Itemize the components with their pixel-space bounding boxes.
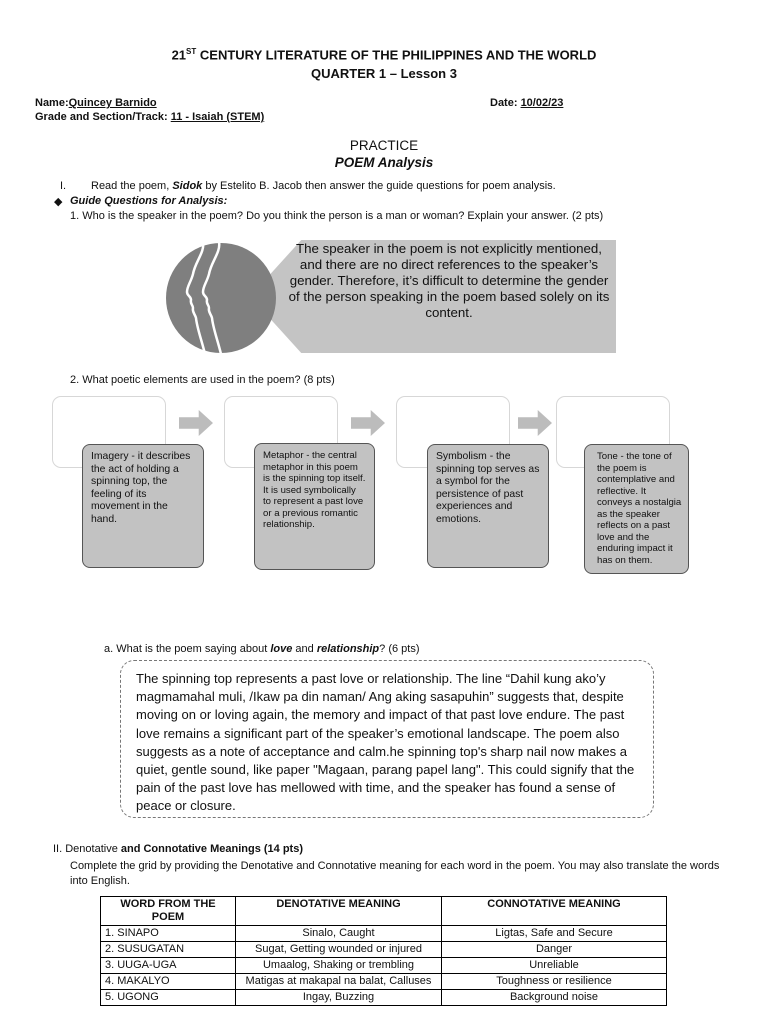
part2-heading-b: and Connotative Meanings (14 pts) — [120, 843, 304, 855]
connotative-cell: Toughness or resilience — [442, 974, 667, 990]
question-a — [104, 643, 420, 655]
arrow-right-icon — [351, 410, 385, 436]
element-card-metaphor: Metaphor - the central metaphor in this poem is the spinning top itself. It is used symbolically to represent a past love or a previous romantic relationship. — [254, 443, 375, 570]
arrow-right-icon — [518, 410, 552, 436]
table-row — [101, 942, 667, 958]
denotative-cell: Matigas at makapal na balat, Calluses — [236, 974, 442, 990]
date-line — [490, 97, 563, 109]
answer-a-text: The spinning top represents a past love or relationship. The line “Dahil kung ako’y magmamahal muli, /Ikaw pa din naman/ Ang aking sasapuhin” suggests that, despite moving on or loving again, the memory and impact of that past love endure. The past love remains a significant part of the speaker’s emotional landscape. The poem also suggests as a note of acceptance and calm.he spinning top's sharp nail now makes a quiet, gentle sound, like paper "Magaan, parang papel lang". This could signify that the pain of the past love has mellowed with time, and the speaker has found a sense of peace or closure. — [136, 671, 635, 814]
element-card-symbolism: Symbolism - the spinning top serves as a symbol for the persistence of past experiences and emotions. — [427, 444, 549, 568]
grade-value: 11 - Isaiah (STEM) — [170, 111, 265, 123]
face-profile-icon — [165, 242, 277, 354]
date-value: 10/02/23 — [520, 97, 564, 109]
quarter-lesson: QUARTER 1 – Lesson 3 — [311, 66, 457, 81]
header-denotative: DENOTATIVE MEANING — [236, 897, 442, 926]
part1-instruction — [91, 180, 556, 192]
table-header-row — [101, 897, 667, 926]
instr-part-b: by Estelito B. Jacob then answer the guide questions for poem analysis. — [202, 180, 556, 192]
name-line — [35, 97, 157, 109]
denotative-cell: Sugat, Getting wounded or injured — [236, 942, 442, 958]
table-row — [101, 926, 667, 942]
title-text: CENTURY LITERATURE OF THE PHILIPPINES AND THE WORLD — [196, 47, 597, 63]
grade-line — [35, 111, 264, 123]
qa-prefix: a. What is the poem saying about — [104, 643, 271, 655]
arrow-right-icon — [179, 410, 213, 436]
table-row — [101, 974, 667, 990]
part2-instructions: Complete the grid by providing the Denotative and Connotative meaning for each word in the poem. You may also translate the words into English. — [70, 860, 720, 887]
qa-and: and — [292, 643, 317, 655]
qa-love: love — [270, 643, 293, 655]
section-subtitle: POEM Analysis — [334, 155, 434, 170]
instr-part-a: Read the poem, — [91, 180, 173, 192]
word-cell: 3. UUGA-UGA — [101, 958, 236, 974]
title-number: 21 — [171, 47, 187, 63]
question-1: 1. Who is the speaker in the poem? Do you think the person is a man or woman? Explain your answer. (2 pts) — [70, 210, 604, 222]
part1-numeral: I. — [60, 180, 67, 192]
word-cell: 1. SINAPO — [101, 926, 236, 942]
denotative-cell: Umaalog, Shaking or trembling — [236, 958, 442, 974]
element-card-imagery: Imagery - it describes the act of holding a spinning top, the feeling of its movement in the hand. — [82, 444, 204, 568]
section-title: PRACTICE — [349, 138, 419, 153]
date-label: Date: — [490, 97, 521, 109]
title-superscript: ST — [186, 47, 197, 56]
part2-heading-a: II. Denotative — [53, 843, 121, 855]
element-card-tone: Tone - the tone of the poem is contemplative and reflective. It conveys a nostalgia as the speaker reflects on a past love and the enduring impact it has on them. — [584, 444, 689, 574]
connotative-cell: Background noise — [442, 990, 667, 1006]
meanings-table — [100, 896, 667, 1006]
question-2: 2. What poetic elements are used in the poem? (8 pts) — [70, 374, 335, 386]
word-cell: 5. UGONG — [101, 990, 236, 1006]
table-row — [101, 990, 667, 1006]
qa-suffix: ? (6 pts) — [379, 643, 420, 655]
poem-title: Sidok — [172, 180, 203, 192]
grade-label: Grade and Section/Track: — [35, 111, 171, 123]
connotative-cell: Unreliable — [442, 958, 667, 974]
connotative-cell: Danger — [442, 942, 667, 958]
word-cell: 2. SUSUGATAN — [101, 942, 236, 958]
qa-relationship: relationship — [316, 643, 380, 655]
table-row — [101, 958, 667, 974]
connotative-cell: Ligtas, Safe and Secure — [442, 926, 667, 942]
denotative-cell: Ingay, Buzzing — [236, 990, 442, 1006]
header-word: WORD FROM THE POEM — [101, 897, 236, 926]
diamond-bullet-icon: ◆ — [54, 196, 63, 208]
header-connotative: CONNOTATIVE MEANING — [442, 897, 667, 926]
denotative-cell: Sinalo, Caught — [236, 926, 442, 942]
word-cell: 4. MAKALYO — [101, 974, 236, 990]
answer-1-text: The speaker in the poem is not explicitly mentioned, and there are no direct references to the speaker’s gender. Therefore, it’s difficult to determine the gender of the person speaking in the poem based solely on its content. — [288, 241, 610, 320]
name-label: Name: — [35, 97, 69, 109]
part2-heading — [53, 843, 303, 855]
name-value: Quincey Barnido — [68, 97, 157, 109]
document-title — [0, 47, 768, 62]
guide-label: Guide Questions for Analysis: — [70, 195, 228, 207]
